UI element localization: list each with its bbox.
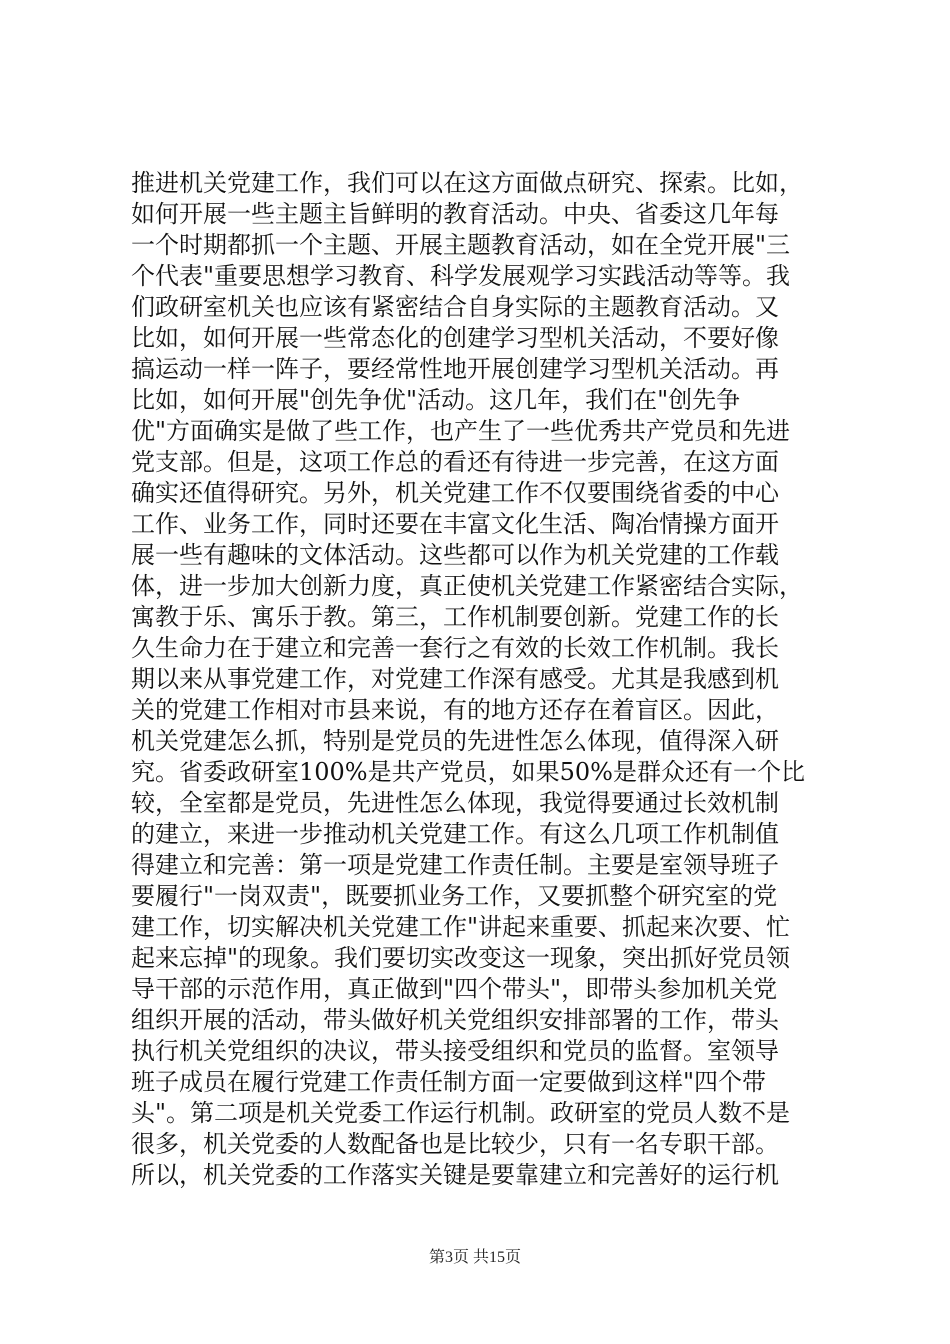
text-line: 所以，机关党委的工作落实关键是要靠建立和完善好的运行机 xyxy=(131,1161,779,1189)
document-body xyxy=(131,168,831,1191)
text-line: 比如，如何开展"创先争优"活动。这几年，我们在"创先争 xyxy=(131,386,741,414)
text-line: 工作、业务工作，同时还要在丰富文化生活、陶冶情操方面开 xyxy=(131,510,779,538)
text-line: 比如，如何开展一些常态化的创建学习型机关活动，不要好像 xyxy=(131,324,779,352)
text-line: 党支部。但是，这项工作总的看还有待进一步完善，在这方面 xyxy=(131,448,779,476)
text-line: 搞运动一样一阵子，要经常性地开展创建学习型机关活动。再 xyxy=(131,355,779,383)
text-line: 机关党建怎么抓，特别是党员的先进性怎么体现，值得深入研 xyxy=(131,727,779,755)
text-line: 组织开展的活动，带头做好机关党组织安排部署的工作，带头 xyxy=(131,1006,779,1034)
text-line: 期以来从事党建工作，对党建工作深有感受。尤其是我感到机 xyxy=(131,665,779,693)
text-line: 导干部的示范作用，真正做到"四个带头"，即带头参加机关党 xyxy=(131,975,778,1003)
text-line: 关的党建工作相对市县来说，有的地方还存在着盲区。因此， xyxy=(131,696,779,724)
text-line: 确实还值得研究。另外，机关党建工作不仅要围绕省委的中心 xyxy=(131,479,779,507)
text-line: 们政研室机关也应该有紧密结合自身实际的主题教育活动。又 xyxy=(131,293,779,321)
text-line: 究。省委政研室100%是共产党员，如果50%是群众还有一个比 xyxy=(131,758,805,786)
text-line: 较，全室都是党员，先进性怎么体现，我觉得要通过长效机制 xyxy=(131,789,779,817)
text-line: 的建立，来进一步推动机关党建工作。有这么几项工作机制值 xyxy=(131,820,779,848)
text-line: 个代表"重要思想学习教育、科学发展观学习实践活动等等。我 xyxy=(131,262,791,290)
page-footer xyxy=(0,1244,950,1267)
text-line: 执行机关党组织的决议，带头接受组织和党员的监督。室领导 xyxy=(131,1037,779,1065)
text-line: 要履行"一岗双责"，既要抓业务工作，又要抓整个研究室的党 xyxy=(131,882,778,910)
text-line: 如何开展一些主题主旨鲜明的教育活动。中央、省委这几年每 xyxy=(131,200,779,228)
text-line: 建工作，切实解决机关党建工作"讲起来重要、抓起来次要、忙 xyxy=(131,913,791,941)
text-line: 起来忘掉"的现象。我们要切实改变这一现象，突出抓好党员领 xyxy=(131,944,791,972)
text-line: 久生命力在于建立和完善一套行之有效的长效工作机制。我长 xyxy=(131,634,779,662)
text-line: 推进机关党建工作，我们可以在这方面做点研究、探索。比如， xyxy=(131,169,803,197)
text-line: 得建立和完善：第一项是党建工作责任制。主要是室领导班子 xyxy=(131,851,779,879)
text-line: 一个时期都抓一个主题、开展主题教育活动，如在全党开展"三 xyxy=(131,231,791,259)
text-line: 头"。第二项是机关党委工作运行机制。政研室的党员人数不是 xyxy=(131,1099,791,1127)
text-line: 展一些有趣味的文体活动。这些都可以作为机关党建的工作载 xyxy=(131,541,779,569)
text-line: 很多，机关党委的人数配备也是比较少，只有一名专职干部。 xyxy=(131,1130,779,1158)
text-line: 优"方面确实是做了些工作，也产生了一些优秀共产党员和先进 xyxy=(131,417,791,445)
text-line: 体，进一步加大创新力度，真正使机关党建工作紧密结合实际， xyxy=(131,572,803,600)
page-number: 第3页 共15页 xyxy=(428,1249,521,1266)
text-line: 班子成员在履行党建工作责任制方面一定要做到这样"四个带 xyxy=(131,1068,767,1096)
text-line: 寓教于乐、寓乐于教。第三，工作机制要创新。党建工作的长 xyxy=(131,603,779,631)
